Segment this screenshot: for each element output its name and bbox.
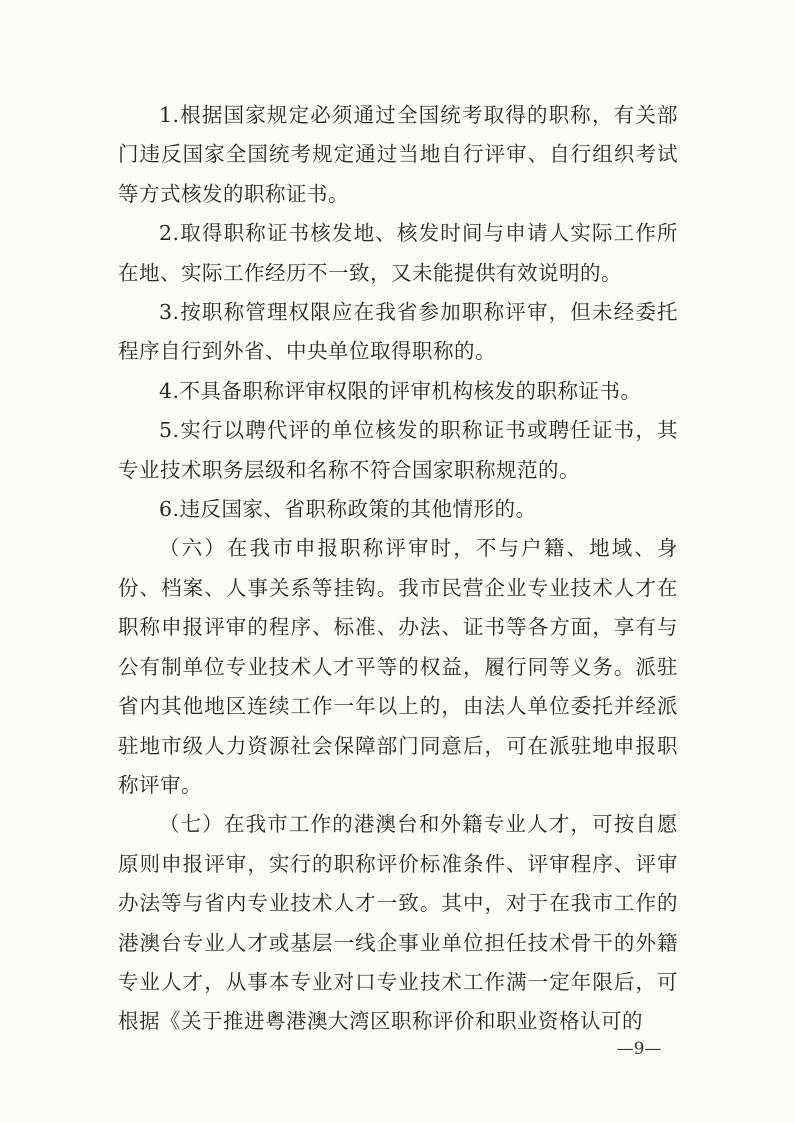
page-number: —9— (616, 1039, 662, 1059)
paragraph-item-5: 5.实行以聘代评的单位核发的职称证书或聘任证书，其专业技术职务层级和名称不符合国家职称规范的。 (118, 418, 678, 482)
paragraph-item-1: 1.根据国家规定必须通过全国统考取得的职称，有关部门违反国家全国统考规定通过当地自行评审、自行组织考试等方式核发的职称证书。 (118, 103, 678, 206)
paragraph-section-6: （六）在我市申报职称评审时，不与户籍、地域、身份、档案、人事关系等挂钩。我市民营企业专业技术人才在职称申报评审的程序、标准、办法、证书等各方面，享有与公有制单位专业技术人才平等的权益，履行同等义务。派驻省内其他地区连续工作一年以上的，由法人单位委托并经派驻地市级人力资源社会保障部门同意后，可在派驻地申报职称评审。 (118, 536, 678, 797)
paragraph-item-2: 2.取得职称证书核发地、核发时间与申请人实际工作所在地、实际工作经历不一致，又未能提供有效说明的。 (118, 221, 678, 285)
paragraph-item-3: 3.按职称管理权限应在我省参加职称评审，但未经委托程序自行到外省、中央单位取得职称的。 (118, 300, 678, 364)
paragraph-item-4: 4.不具备职称评审权限的评审机构核发的职称证书。 (159, 378, 642, 403)
paragraph-item-6: 6.违反国家、省职称政策的其他情形的。 (159, 497, 537, 522)
document-body (118, 96, 678, 1042)
paragraph-section-7: （七）在我市工作的港澳台和外籍专业人才，可按自愿原则申报评审，实行的职称评价标准条件、评审程序、评审办法等与省内专业技术人才一致。其中，对于在我市工作的港澳台专业人才或基层一线企事业单位担任技术骨干的外籍专业人才，从事本专业对口专业技术工作满一定年限后，可根据《关于推进粤港澳大湾区职称评价和职业资格认可的 (118, 812, 678, 1034)
